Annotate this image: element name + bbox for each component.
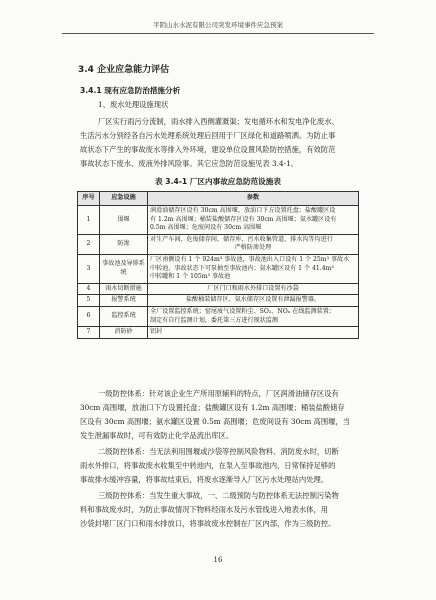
- paragraph-line: 三级防控体系：当发生重大事故，一、二级预防与防控体系无法控制污染物: [98, 491, 339, 500]
- paragraph-line: 区设有 30cm 高围堰；氨水罐区设置 0.5m 高围堰；危废间设有 30cm 高围堰，当: [80, 417, 351, 426]
- column-header: 参数: [148, 192, 359, 206]
- paragraph-line: 发生泄漏事故时，可有效防止化学品流出库区。: [80, 431, 234, 440]
- table-row: [78, 306, 359, 326]
- table-row: [78, 283, 359, 295]
- row-number: 2: [78, 234, 100, 254]
- facility-name: 雨水切断措施: [100, 283, 148, 295]
- table-caption: 表 3.4-1 厂区内事故应急防范设施表: [155, 177, 281, 186]
- facility-params: 厂区南侧设有 1 个 924m³ 事故池，事故池出入口设有 1 个 25m³ 事故水 中转池，事故状态下可泵抽至事故池内；氨水罐区设有 1 个 41.4m³ 中转罐和 1 个 105m³ 事故池: [148, 254, 359, 283]
- table-row: [78, 234, 359, 254]
- page-number: 16: [213, 556, 223, 564]
- facility-params: 对生产车间、危废储存间、储存库、污水收集管道、排水沟等均进行 严格防渗处理: [148, 234, 359, 254]
- facility-params: 润滑油储存区设有 30cm 高围堰，放油口下方设置托盘；盐酸罐区设 有 1.2m 高围堰；桶装盐酸储存区设有 30cm 高围堰；氨水罐区设有 0.5m 高围堰；危废间设有 30cm 高围堰: [148, 206, 359, 235]
- facility-name: 报警系统: [100, 295, 148, 307]
- facility-params: 铝封: [148, 327, 359, 339]
- paragraph-line: 一级防控体系：针对该企业生产所用原辅料的特点，厂区润滑油储存区设有: [98, 389, 339, 398]
- paragraph-line: 厂区实行雨污分流制，雨水排入西侧灌溉渠；发电循环水和发电净化废水、: [98, 117, 339, 126]
- facility-name: 消防砂: [100, 327, 148, 339]
- row-number: 4: [78, 283, 100, 295]
- facilities-table: [77, 191, 359, 339]
- paragraph-line: 二级防控体系：当无法利用围堰或沙袋等控制风险物料、消防废水时，切断: [98, 447, 339, 456]
- table-row: [78, 295, 359, 307]
- facility-name: 监控系统: [100, 306, 148, 326]
- paragraph-line: 雨水外排口，将事故废水收集至中转池内，在泵入至事故池内，日常保持足够的: [80, 461, 336, 470]
- paragraph-line: 故状态下产生的事故废水等排入外环境，建设单位设置风险防控措施，有效防范: [80, 145, 336, 154]
- row-number: 3: [78, 254, 100, 283]
- paragraph-line: 事故状态下废水、废液外排风险事。其它应急防范设施见表 3.4-1。: [80, 159, 299, 168]
- table-row: [78, 206, 359, 235]
- table-row: [78, 327, 359, 339]
- facility-params: 厂区门口和雨水外排口设置有沙袋: [148, 283, 359, 295]
- paragraph-line: 事故排水缓冲容量，将事故结束后，将废水逐渐导入厂区污水处理站内处理。: [80, 475, 329, 484]
- column-header: 序号: [78, 192, 100, 206]
- facility-name: 事故池及导排系统: [100, 254, 148, 283]
- item-heading: 1、废水处理设施现状: [98, 100, 169, 109]
- row-number: 1: [78, 206, 100, 235]
- facility-name: 围堰: [100, 206, 148, 235]
- page-header: 平阴山水水泥有限公司突发环境事件应急预案: [62, 20, 374, 34]
- column-header: 应急设施: [100, 192, 148, 206]
- row-number: 7: [78, 327, 100, 339]
- facility-params: 全厂设置监控系统；窑尾废气设置粉尘、SO₂、NOₓ 在线监测装置； 制定有自行监测计划，委托第三方进行现状监测: [148, 306, 359, 326]
- table-header-row: [78, 192, 359, 206]
- row-number: 6: [78, 306, 100, 326]
- paragraph-line: 沙袋封堵厂区门口和雨水排放口，将事故废水控制在厂区内部，作为三级防控。: [80, 519, 336, 528]
- paragraph-line: 30cm 高围堰，放油口下方设置托盘；盐酸罐区设有 1.2m 高围堰；桶装盐酸储存: [80, 403, 345, 412]
- paragraph-line: 料和事故废水时，为防止事故情况下物料经雨水及污水管线进入地表水体，用: [80, 505, 329, 514]
- row-number: 5: [78, 295, 100, 307]
- paragraph-line: 生活污水分别经各自污水处理系统处理后回用于厂区绿化和道路喷洒。为防止事: [80, 131, 336, 140]
- facility-params: 盐酸桶装储存区、氨水储存区设置有泄漏报警器。: [148, 295, 359, 307]
- section-title: 3.4 企业应急能力评估: [78, 65, 170, 75]
- facility-name: 防渗: [100, 234, 148, 254]
- subsection-title: 3.4.1 现有应急防治措施分析: [80, 86, 181, 95]
- table-row: [78, 254, 359, 283]
